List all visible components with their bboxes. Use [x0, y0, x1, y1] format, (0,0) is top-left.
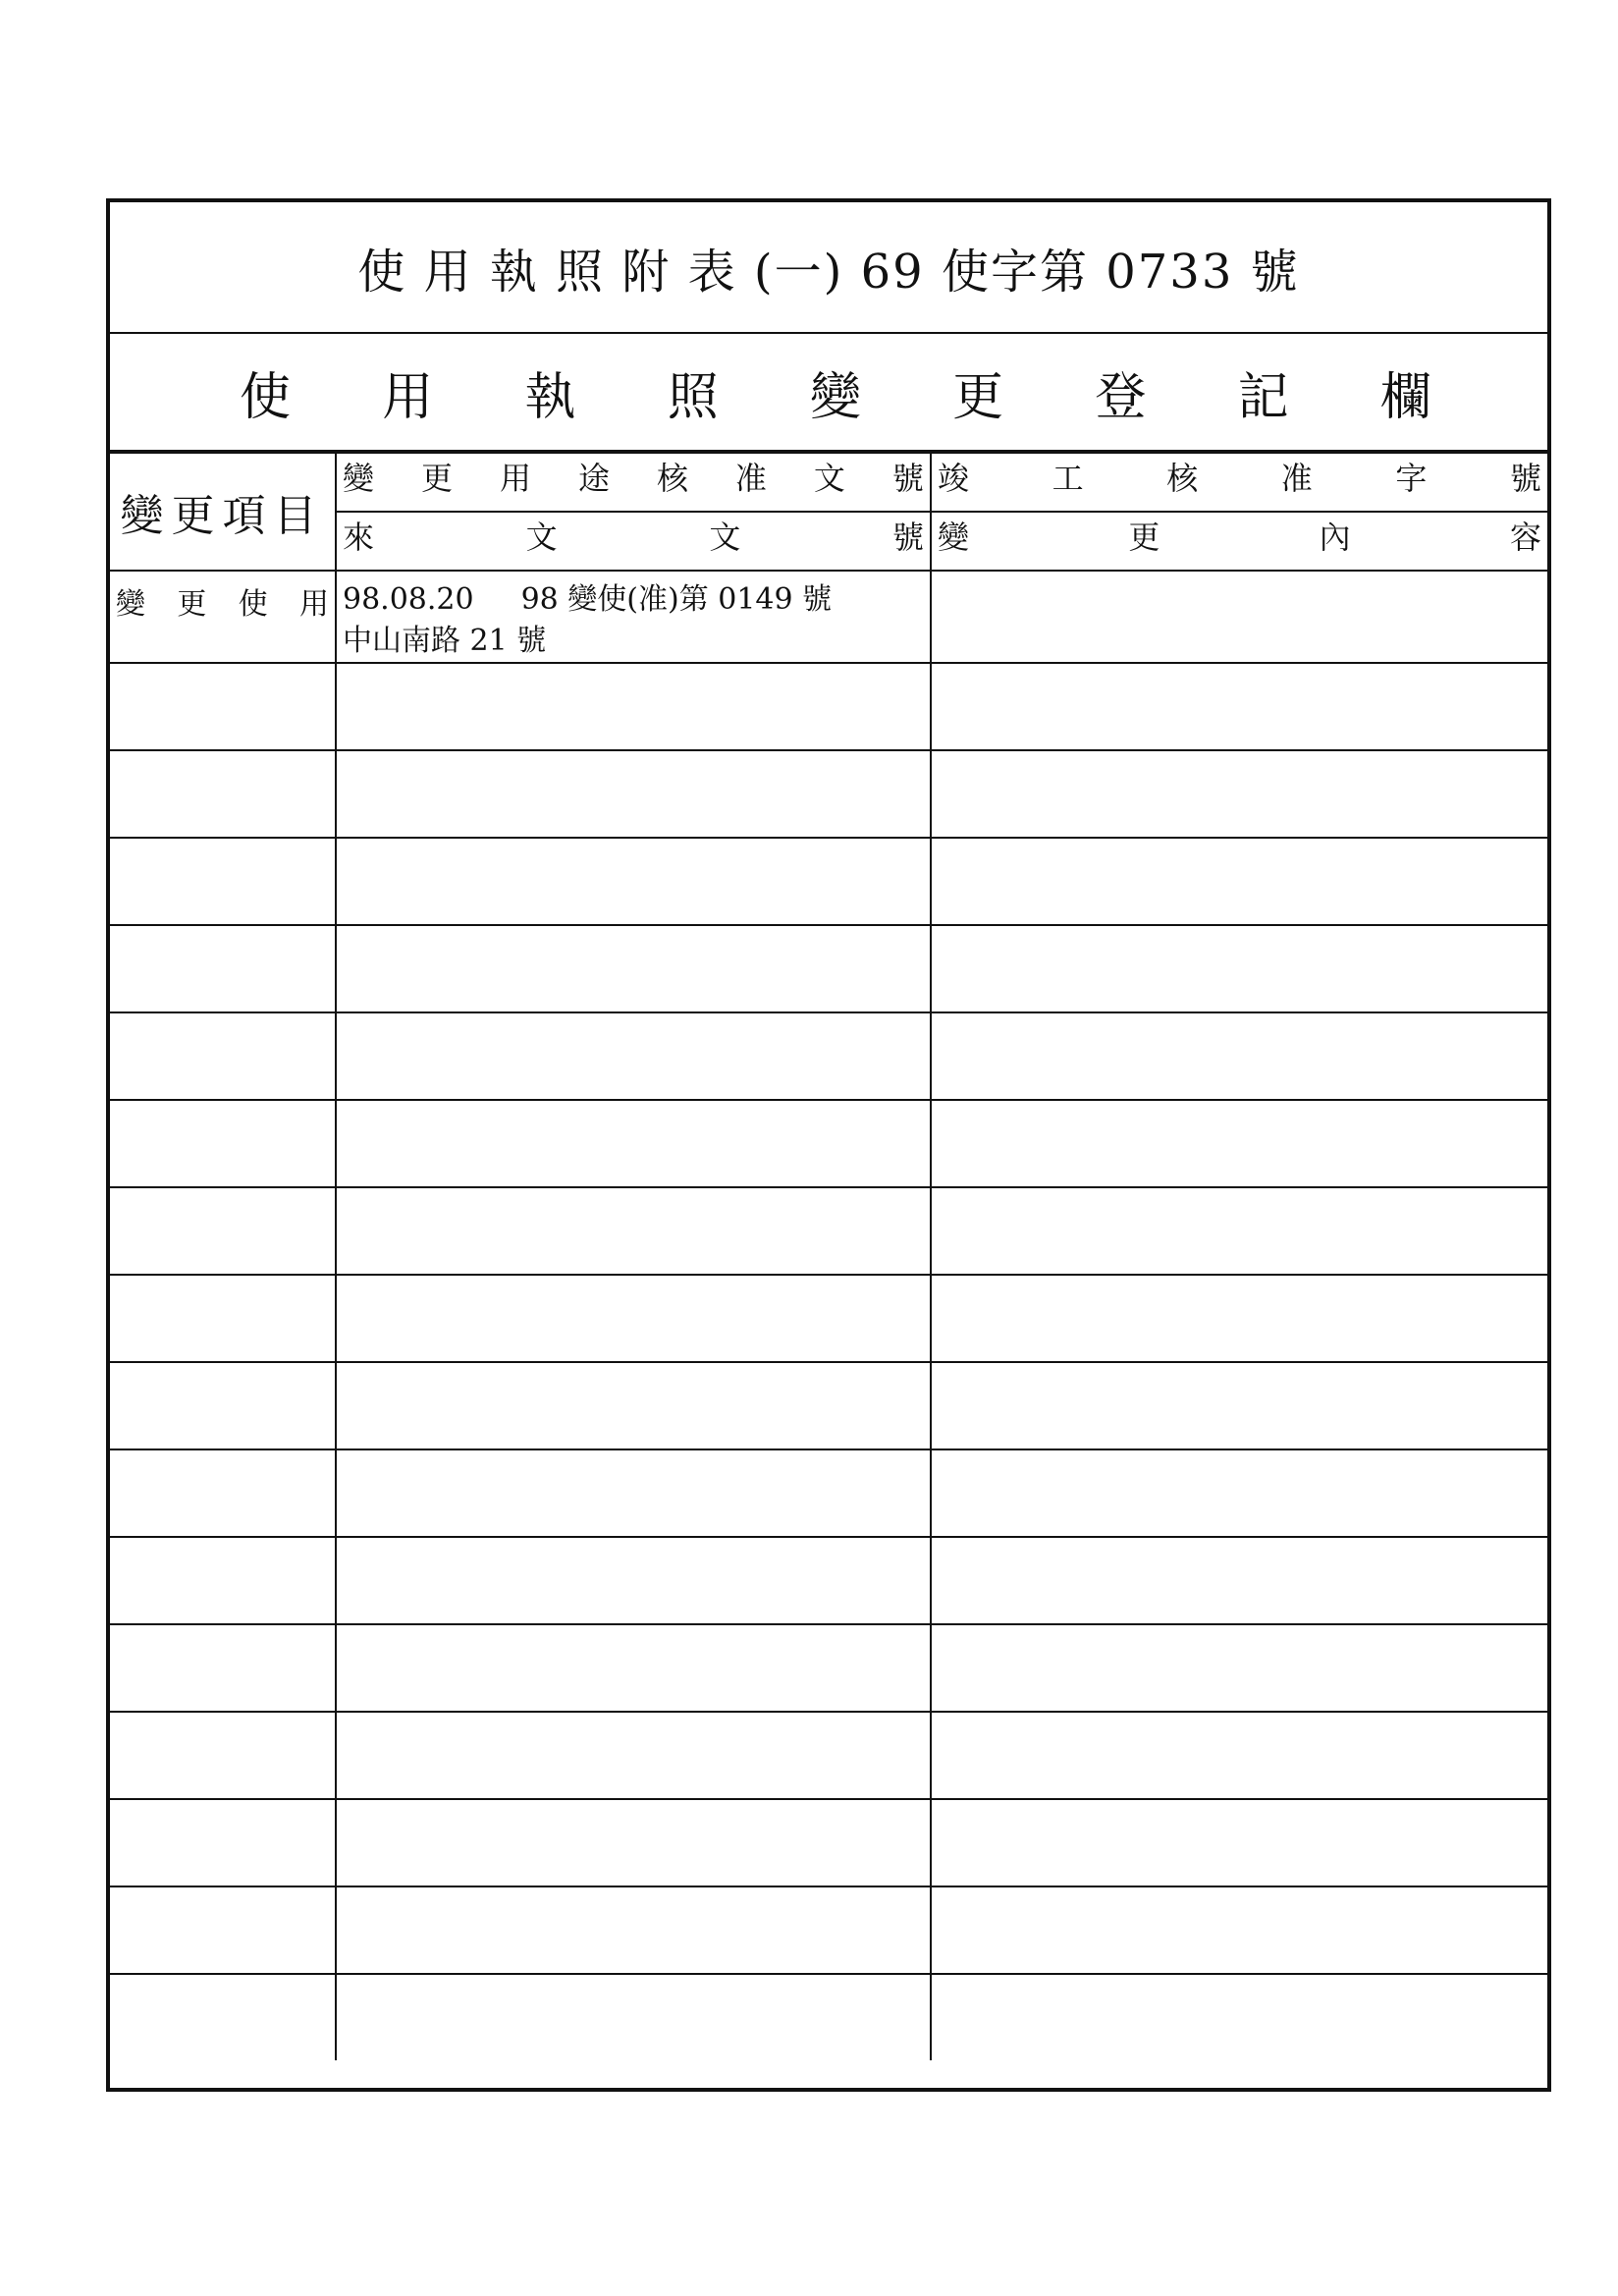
document-number-cell [336, 1624, 931, 1712]
table-row [110, 1187, 1547, 1275]
change-item-cell [110, 1624, 336, 1712]
change-content-cell [931, 1187, 1547, 1275]
header-char: 工 [1052, 460, 1084, 497]
header-char: 變 [938, 519, 970, 556]
change-item-cell [110, 1537, 336, 1624]
table-row [110, 838, 1547, 925]
document-number-cell [336, 1799, 931, 1886]
heading-char: 記 [1237, 367, 1289, 427]
usage-license-form [106, 198, 1551, 2092]
change-item-cell [110, 1187, 336, 1275]
change-item-cell [110, 838, 336, 925]
table-row [110, 1624, 1547, 1712]
header-char: 核 [656, 460, 688, 497]
header-approval-doc-no [336, 453, 931, 512]
change-item-cell [110, 1886, 336, 1974]
heading-char: 照 [667, 367, 719, 427]
document-number-cell [336, 1362, 931, 1449]
change-item-cell [110, 663, 336, 750]
header-char: 更 [1128, 519, 1160, 556]
header-char: 更 [420, 460, 453, 497]
change-content-cell [931, 925, 1547, 1012]
document-number-cell [336, 1100, 931, 1187]
document-number-cell [336, 1449, 931, 1537]
change-content-cell [931, 1362, 1547, 1449]
document-number-cell [336, 1886, 931, 1974]
heading-char: 登 [1095, 367, 1147, 427]
table-row [110, 1275, 1547, 1362]
header-char: 變 [343, 460, 375, 497]
header-char: 文 [813, 460, 845, 497]
document-number-cell [336, 1537, 931, 1624]
header-char: 准 [1280, 460, 1313, 497]
header-char: 途 [577, 460, 610, 497]
change-content-cell [931, 1624, 1547, 1712]
change-content-cell [931, 750, 1547, 838]
item-char: 用 [298, 587, 329, 622]
table-row [110, 571, 1547, 663]
table-row [110, 1100, 1547, 1187]
change-item-cell [110, 1712, 336, 1799]
document-number-cell [336, 1275, 931, 1362]
change-content-cell [931, 1012, 1547, 1100]
table-row [110, 1012, 1547, 1100]
table-row [110, 1886, 1547, 1974]
header-char: 來 [343, 519, 375, 556]
header-char: 文 [709, 519, 741, 556]
header-char: 竣 [938, 460, 970, 497]
form-title: 使 用 執 照 附 表 (一) 69 使字第 0733 號 [357, 244, 1300, 300]
header-char: 號 [891, 460, 924, 497]
header-char: 准 [734, 460, 767, 497]
header-completion-approval-no [931, 453, 1547, 512]
item-char: 使 [238, 587, 268, 622]
change-content-cell [931, 1886, 1547, 1974]
document-number-cell [336, 838, 931, 925]
document-number-cell [336, 925, 931, 1012]
header-char: 容 [1509, 519, 1541, 556]
header-change-content [931, 512, 1547, 571]
document-number-cell [336, 750, 931, 838]
change-content-cell [931, 571, 1547, 663]
change-item-cell [110, 1974, 336, 2060]
header-char: 字 [1395, 460, 1428, 497]
change-item-cell [110, 925, 336, 1012]
registration-table [110, 452, 1547, 2060]
title-row [110, 202, 1547, 334]
table-row [110, 1449, 1547, 1537]
change-content-cell [931, 1275, 1547, 1362]
table-row [110, 1712, 1547, 1799]
change-item-cell [110, 1012, 336, 1100]
change-content-cell [931, 1799, 1547, 1886]
heading-char: 用 [382, 367, 434, 427]
change-content-cell [931, 838, 1547, 925]
change-content-cell [931, 1100, 1547, 1187]
table-row [110, 1362, 1547, 1449]
heading-char: 更 [952, 367, 1004, 427]
change-item-cell [110, 1362, 336, 1449]
change-content-cell [931, 1974, 1547, 2060]
header-char: 號 [1509, 460, 1541, 497]
header-char: 號 [891, 519, 924, 556]
heading-char: 變 [809, 367, 861, 427]
change-item-cell [110, 1799, 336, 1886]
table-row [110, 925, 1547, 1012]
heading-char: 欄 [1379, 367, 1431, 427]
table-row [110, 1974, 1547, 2060]
item-char: 變 [116, 587, 145, 622]
document-number-cell [336, 1012, 931, 1100]
heading-char: 執 [524, 367, 576, 427]
change-registration-heading [110, 334, 1547, 452]
document-number-cell [336, 1712, 931, 1799]
change-item-cell [110, 750, 336, 838]
header-char: 核 [1166, 460, 1199, 497]
table-row [110, 1537, 1547, 1624]
document-number-cell [336, 1187, 931, 1275]
change-content-cell [931, 1537, 1547, 1624]
header-char: 內 [1319, 519, 1351, 556]
change-content-cell [931, 1449, 1547, 1537]
header-incoming-doc-no [336, 512, 931, 571]
table-row [110, 1799, 1547, 1886]
address: 中山南路 21 號 [343, 624, 547, 658]
header-char: 文 [525, 519, 558, 556]
doc-date: 98.08.20 [343, 582, 474, 617]
document-number-cell [336, 663, 931, 750]
header-char: 用 [499, 460, 531, 497]
change-content-cell [931, 1712, 1547, 1799]
change-item-cell [110, 571, 336, 663]
change-item-cell [110, 1100, 336, 1187]
document-number-cell [336, 1974, 931, 2060]
heading-char: 使 [240, 367, 292, 427]
item-char: 更 [177, 587, 207, 622]
table-row [110, 663, 1547, 750]
header-row-top [110, 453, 1547, 512]
document-number-cell [336, 571, 931, 663]
change-content-cell [931, 663, 1547, 750]
change-item-cell [110, 1449, 336, 1537]
table-row [110, 750, 1547, 838]
header-change-item: 變更項目 [110, 453, 336, 571]
change-item-cell [110, 1275, 336, 1362]
doc-number: 98 變使(准)第 0149 號 [520, 582, 833, 617]
